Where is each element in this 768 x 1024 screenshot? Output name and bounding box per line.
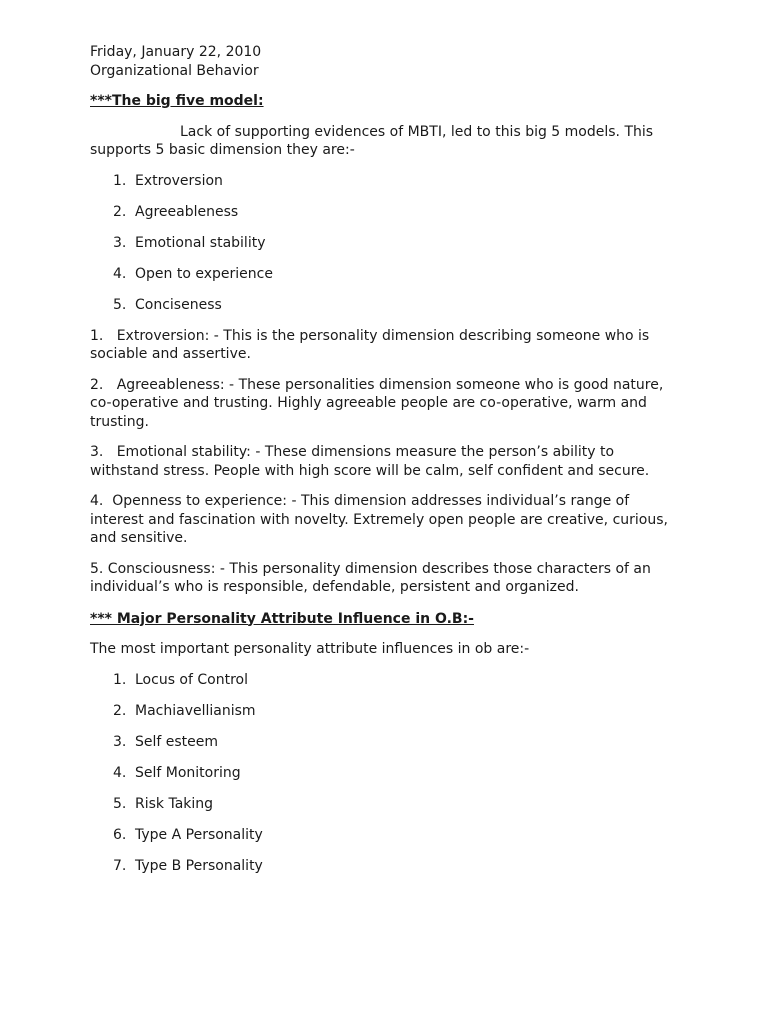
list-number: 6. xyxy=(113,826,127,843)
list-number: 4. xyxy=(113,764,127,781)
date-line: Friday, January 22, 2010 xyxy=(90,44,262,60)
list-item xyxy=(90,764,680,795)
description-title: 5. Consciousness: - xyxy=(90,560,225,577)
list-item xyxy=(90,671,680,702)
document-page xyxy=(90,43,680,888)
list-item-label: Type B Personality xyxy=(135,857,263,874)
description-title: 4. Openness to experience: - xyxy=(90,493,297,509)
description-text: This dimension addresses individual’s range of interest and fascination with novelty. Extremely open people are creative, curious, and sensitive. xyxy=(90,493,668,546)
course-title: Organizational Behavior xyxy=(90,62,259,79)
description-text: This is the personality dimension describing someone who is sociable and assertive. xyxy=(90,327,650,362)
list-number: 4. xyxy=(113,265,127,282)
list-item xyxy=(90,172,680,203)
list-number: 3. xyxy=(113,733,127,750)
list-item-label: Conciseness xyxy=(135,296,222,313)
personality-attribute-list xyxy=(90,671,680,888)
description-paragraph xyxy=(90,376,680,432)
list-number: 5. xyxy=(113,795,127,812)
list-item-label: Locus of Control xyxy=(135,671,248,688)
list-item xyxy=(90,733,680,764)
big-five-heading: ***The big five model: xyxy=(90,93,264,109)
description-text: These personalities dimension someone who is good nature, co-operative and trusting. Highly agreeable people are co-operative, warm and trusting. xyxy=(90,376,664,430)
list-item-label: Emotional stability xyxy=(135,234,266,251)
list-item xyxy=(90,857,680,888)
personality-attribute-intro: The most important personality attribute influences in ob are:- xyxy=(90,641,530,657)
list-item xyxy=(90,296,680,327)
list-item-label: Machiavellianism xyxy=(135,702,256,719)
personality-attribute-heading: *** Major Personality Attribute Influence in O.B:- xyxy=(90,610,474,627)
description-paragraph xyxy=(90,560,680,597)
description-text: This personality dimension describes those characters of an individual’s who is responsible, defendable, persistent and organized. xyxy=(90,560,651,595)
description-paragraph xyxy=(90,327,680,364)
list-item xyxy=(90,826,680,857)
list-item xyxy=(90,203,680,234)
list-number: 1. xyxy=(113,172,127,189)
description-title: 2. Agreeableness: - xyxy=(90,376,235,393)
list-item-label: Extroversion xyxy=(135,172,223,189)
big-five-intro: Lack of supporting evidences of MBTI, led to this big 5 models. This supports 5 basic dimension they are:- xyxy=(90,123,654,158)
list-number: 2. xyxy=(113,203,127,220)
list-item-label: Self Monitoring xyxy=(135,764,241,781)
description-title: 3. Emotional stability: - xyxy=(90,444,261,460)
list-number: 3. xyxy=(113,234,127,251)
list-item xyxy=(90,795,680,826)
description-paragraph xyxy=(90,492,680,548)
list-item-label: Risk Taking xyxy=(135,795,214,812)
list-number: 1. xyxy=(113,671,127,688)
list-number: 7. xyxy=(113,857,127,874)
description-text: These dimensions measure the person’s ability to withstand stress. People with high score will be calm, self confident and secure. xyxy=(90,444,650,479)
description-title: 1. Extroversion: - xyxy=(90,327,219,344)
list-item xyxy=(90,702,680,733)
list-item-label: Agreeableness xyxy=(135,203,239,220)
list-item-label: Type A Personality xyxy=(135,826,263,843)
list-item-label: Open to experience xyxy=(135,265,273,282)
list-number: 2. xyxy=(113,702,127,719)
list-item-label: Self esteem xyxy=(135,733,219,750)
list-number: 5. xyxy=(113,296,127,313)
big-five-list xyxy=(90,172,680,327)
list-item xyxy=(90,265,680,296)
list-item xyxy=(90,234,680,265)
description-paragraph xyxy=(90,443,680,480)
